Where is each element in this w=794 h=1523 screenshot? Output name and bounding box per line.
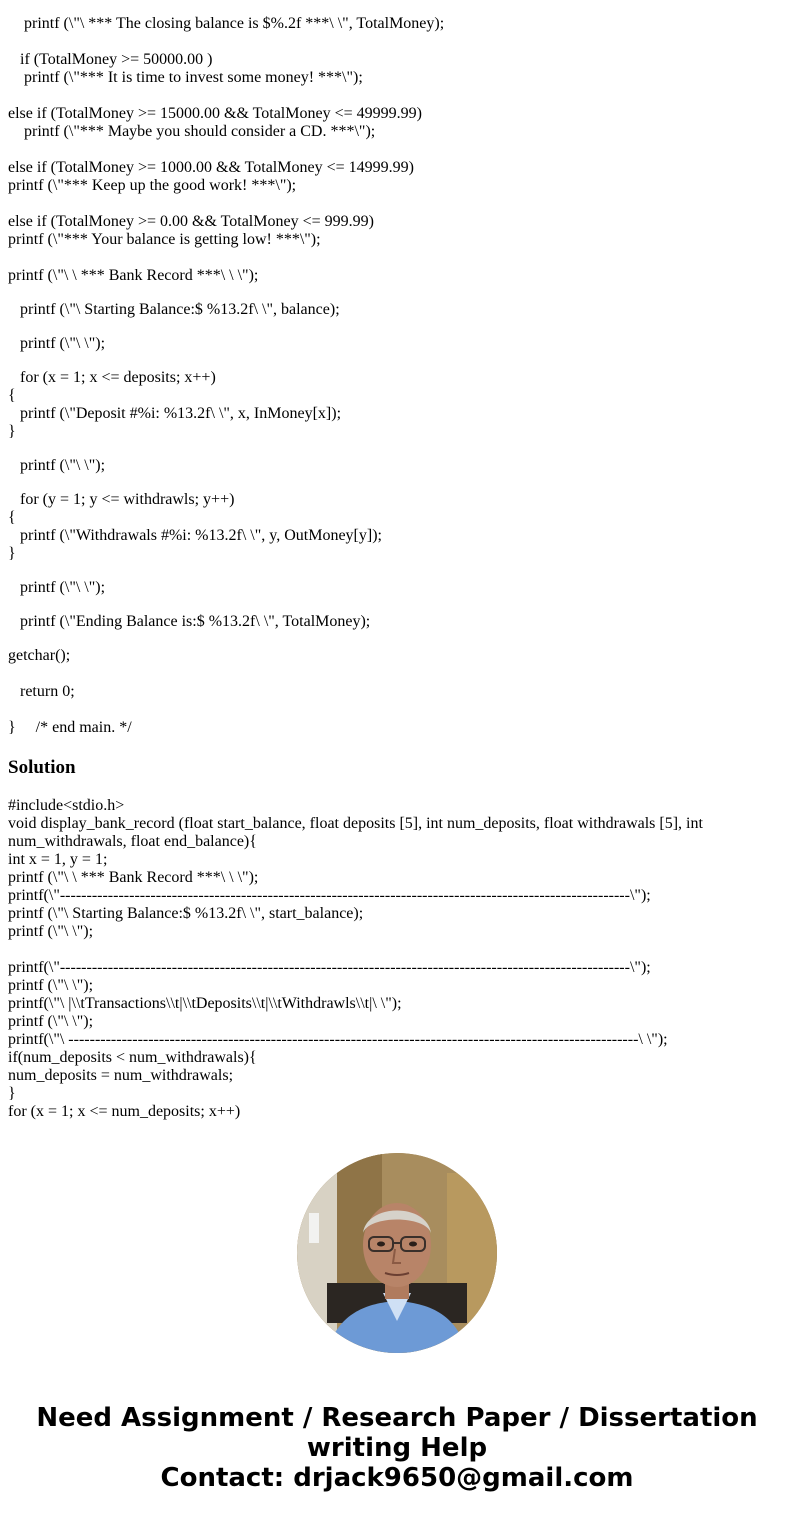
solution-line: printf (\"\ \"); xyxy=(8,923,94,940)
code-line: for (x = 1; x <= deposits; x++) xyxy=(8,369,216,386)
solution-line: #include<stdio.h> xyxy=(8,797,125,814)
solution-line: num_withdrawals, float end_balance){ xyxy=(8,833,257,850)
code-line: else if (TotalMoney >= 0.00 && TotalMoney <= 999.99) xyxy=(8,213,374,230)
person-portrait-icon xyxy=(297,1153,497,1353)
code-line: else if (TotalMoney >= 1000.00 && TotalMoney <= 14999.99) xyxy=(8,159,414,176)
code-line: } xyxy=(8,423,16,440)
code-line: printf (\"*** Maybe you should consider a CD. ***\"); xyxy=(8,123,376,140)
code-line: for (y = 1; y <= withdrawls; y++) xyxy=(8,491,235,508)
code-line: { xyxy=(8,509,16,526)
code-line: else if (TotalMoney >= 15000.00 && TotalMoney <= 49999.99) xyxy=(8,105,422,122)
code-line: printf (\"\ *** The closing balance is $%.2f ***\ \", TotalMoney); xyxy=(8,15,445,32)
code-line: printf (\"\ \ *** Bank Record ***\ \ \"); xyxy=(8,267,259,284)
code-line: printf (\"*** Keep up the good work! ***\"); xyxy=(8,177,297,194)
solution-line: if(num_deposits < num_withdrawals){ xyxy=(8,1049,257,1066)
code-line: printf (\"\ \"); xyxy=(8,335,106,352)
solution-line: printf(\"-----------------------------------------------------------------------------------------------------------\"); xyxy=(8,959,651,976)
solution-line: for (x = 1; x <= num_deposits; x++) xyxy=(8,1103,241,1120)
code-line: printf (\"\ \"); xyxy=(8,579,106,596)
code-line: printf (\"Ending Balance is:$ %13.2f\ \", TotalMoney); xyxy=(8,613,371,630)
code-line: } xyxy=(8,545,16,562)
code-line: printf (\"Deposit #%i: %13.2f\ \", x, InMoney[x]); xyxy=(8,405,342,422)
solution-line: num_deposits = num_withdrawals; xyxy=(8,1067,234,1084)
solution-line: } xyxy=(8,1085,16,1102)
solution-line: printf(\"\ |\\tTransactions\\t|\\tDeposits\\t|\\tWithdrawls\\t|\ \"); xyxy=(8,995,402,1012)
solution-line: printf(\"\ -----------------------------------------------------------------------------------------------------------\ \"); xyxy=(8,1031,668,1048)
code-line: } /* end main. */ xyxy=(8,719,132,736)
solution-line: printf (\"\ \ *** Bank Record ***\ \ \"); xyxy=(8,869,259,886)
footer-line-1: Need Assignment / Research Paper / Dissertation xyxy=(36,1403,758,1433)
solution-line: printf (\"\ Starting Balance:$ %13.2f\ \", start_balance); xyxy=(8,905,364,922)
code-line: printf (\"Withdrawals #%i: %13.2f\ \", y, OutMoney[y]); xyxy=(8,527,382,544)
code-line: { xyxy=(8,387,16,404)
solution-line: printf (\"\ \"); xyxy=(8,977,94,994)
code-line: printf (\"*** Your balance is getting low! ***\"); xyxy=(8,231,321,248)
solution-heading: Solution xyxy=(8,757,76,778)
solution-line: printf(\"-----------------------------------------------------------------------------------------------------------\"); xyxy=(8,887,651,904)
footer-line-2: writing Help xyxy=(306,1433,488,1463)
footer-contact: Contact: drjack9650@gmail.com xyxy=(160,1463,634,1493)
code-line: getchar(); xyxy=(8,647,71,664)
code-line: printf (\"\ Starting Balance:$ %13.2f\ \", balance); xyxy=(8,301,340,318)
code-line: printf (\"\ \"); xyxy=(8,457,106,474)
code-line: if (TotalMoney >= 50000.00 ) xyxy=(8,51,213,68)
code-line: printf (\"*** It is time to invest some money! ***\"); xyxy=(8,69,363,86)
footer-promo xyxy=(0,1403,794,1493)
solution-line: int x = 1, y = 1; xyxy=(8,851,108,868)
code-line: return 0; xyxy=(8,683,75,700)
solution-line: printf (\"\ \"); xyxy=(8,1013,94,1030)
solution-line: void display_bank_record (float start_balance, float deposits [5], int num_deposits, float withdrawals [5], int xyxy=(8,815,703,832)
